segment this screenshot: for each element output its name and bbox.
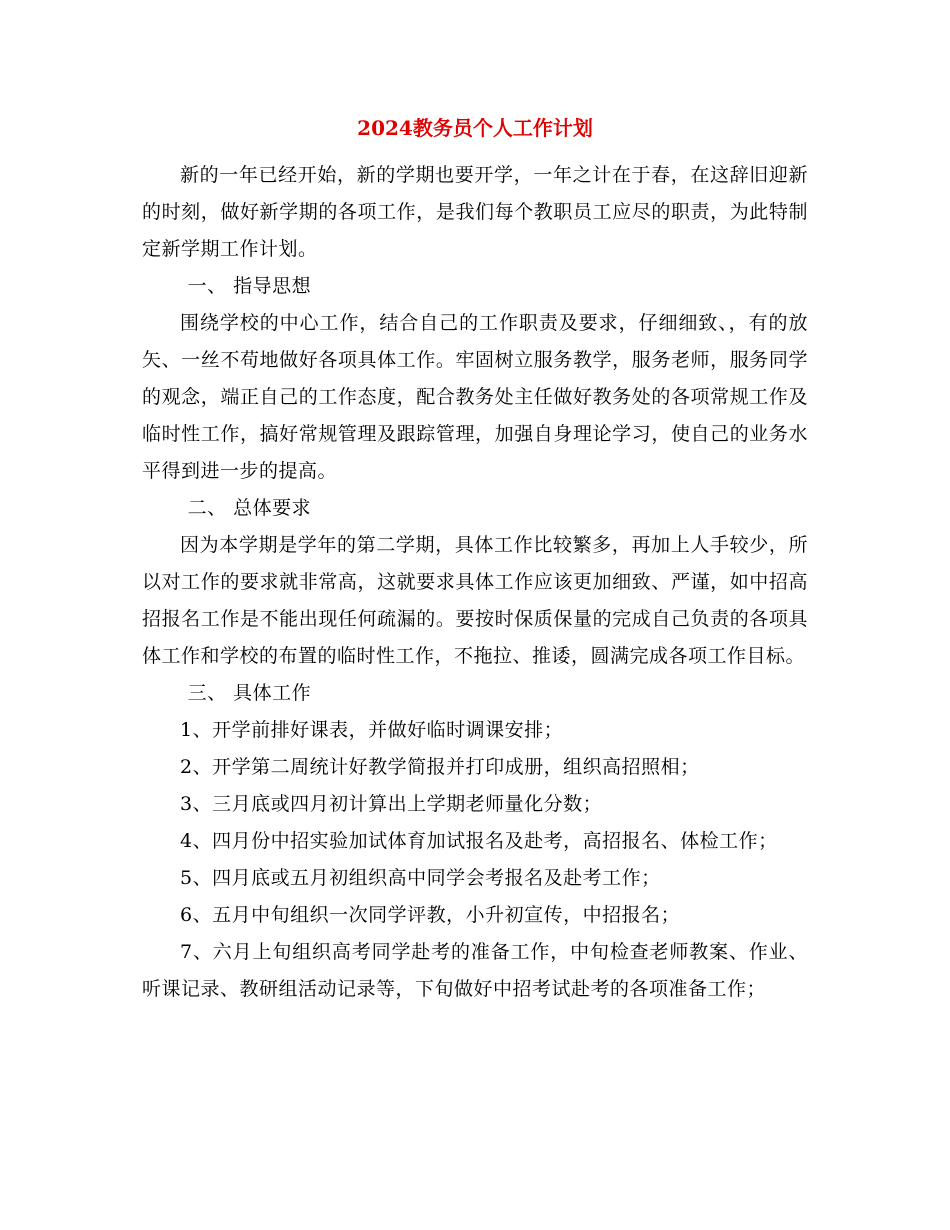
intro-paragraph: 新的一年已经开始，新的学期也要开学，一年之计在于春，在这辞旧迎新的时刻，做好新学期的各项工作，是我们每个教职员工应尽的职责，为此特制定新学期工作计划。 bbox=[142, 164, 808, 260]
work-item-2: 2、开学第二周统计好教学简报并打印成册，组织高招照相； bbox=[180, 756, 700, 778]
work-item-7: 7、六月上旬组织高考同学赴考的准备工作，中旬检查老师教案、作业、听课记录、教研组活动记录等，下旬做好中招考试赴考的各项准备工作； bbox=[142, 941, 808, 1000]
document-title: 2024教务员个人工作计划 bbox=[357, 116, 593, 140]
work-item-1: 1、开学前排好课表，并做好临时调课安排； bbox=[180, 719, 564, 741]
section-heading-specific-work: 三、 具体工作 bbox=[187, 682, 312, 704]
section-heading-guiding-ideology: 一、 指导思想 bbox=[187, 275, 312, 297]
document-body bbox=[142, 157, 808, 1008]
guiding-ideology-paragraph: 围绕学校的中心工作，结合自己的工作职责及要求，仔细细致、，有的放矢、一丝不苟地做好各项具体工作。牢固树立服务教学，服务老师，服务同学的观念，端正自己的工作态度，配合教务处主任做好教务处的各项常规工作及临时性工作，搞好常规管理及跟踪管理，加强自身理论学习，使自己的业务水平得到进一步的提高。 bbox=[142, 312, 808, 482]
work-item-3: 3、三月底或四月初计算出上学期老师量化分数； bbox=[180, 793, 603, 815]
work-item-6: 6、五月中旬组织一次同学评教，小升初宣传，中招报名； bbox=[180, 904, 681, 926]
work-item-5: 5、四月底或五月初组织高中同学会考报名及赴考工作； bbox=[180, 867, 661, 889]
work-item-4: 4、四月份中招实验加试体育加试报名及赴考，高招报名、体检工作； bbox=[180, 830, 778, 852]
section-heading-overall-requirements: 二、 总体要求 bbox=[187, 497, 312, 519]
overall-requirements-paragraph: 因为本学期是学年的第二学期，具体工作比较繁多，再加上人手较少，所以对工作的要求就非常高，这就要求具体工作应该更加细致、严谨，如中招高招报名工作是不能出现任何疏漏的。要按时保质保量的完成自己负责的各项具体工作和学校的布置的临时性工作，不拖拉、推诿，圆满完成各项工作目标。 bbox=[142, 534, 808, 667]
